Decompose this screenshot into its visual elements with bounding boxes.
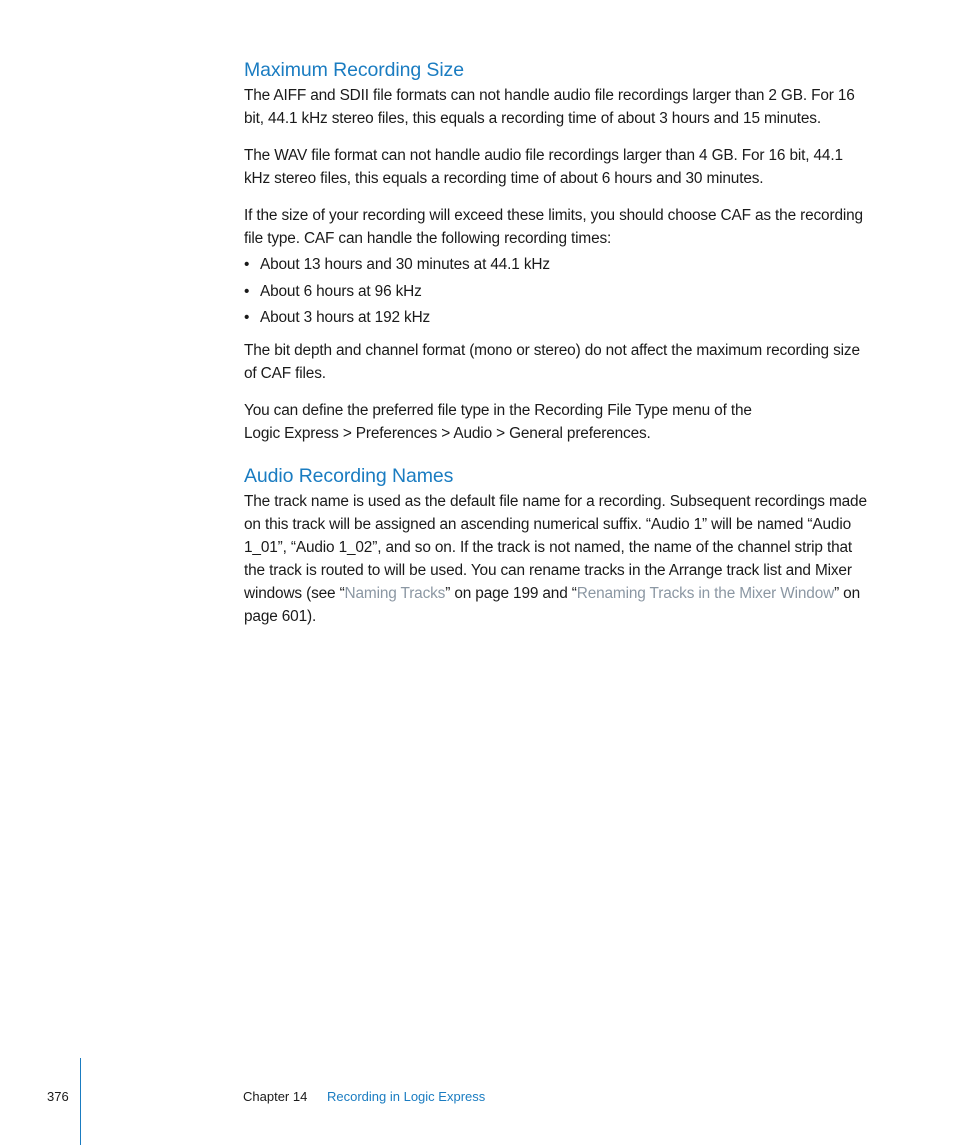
paragraph-wav-limit: The WAV file format can not handle audio file recordings larger than 4 GB. For 16 bit, 44.1 kHz stereo files, this equals a recording time of about 6 hours and 30 minutes. bbox=[244, 147, 843, 187]
paragraph-text: ” on page 601). bbox=[244, 585, 860, 625]
chapter-label: Chapter 14 bbox=[243, 1089, 308, 1104]
list-item-text: About 13 hours and 30 minutes at 44.1 kHz bbox=[260, 256, 550, 273]
paragraph-preferences bbox=[244, 399, 872, 445]
list-item-text: About 3 hours at 192 kHz bbox=[260, 309, 431, 326]
list-item-text: About 6 hours at 96 kHz bbox=[260, 282, 422, 300]
list-item bbox=[244, 280, 872, 303]
paragraph-bit-depth: The bit depth and channel format (mono or stereo) do not affect the maximum recording size of CAF files. bbox=[244, 342, 860, 382]
chapter-title-link[interactable]: Recording in Logic Express bbox=[327, 1089, 486, 1104]
paragraph-text: ” on page 199 and “ bbox=[445, 585, 577, 602]
list-item bbox=[244, 306, 872, 329]
paragraph-caf-recommendation: If the size of your recording will exceed these limits, you should choose CAF as the recording file type. CAF can handle the following recording times: bbox=[244, 207, 863, 247]
caf-recording-times-list bbox=[244, 253, 872, 329]
bullet-icon: • bbox=[244, 309, 250, 326]
paragraph-aiff-sdii-limit: The AIFF and SDII file formats can not handle audio file recordings larger than 2 GB. For 16 bit, 44.1 kHz stereo files, this equals a recording time of about 3 hours and 15 minutes. bbox=[244, 87, 855, 127]
link-renaming-tracks-mixer[interactable]: Renaming Tracks in the Mixer Window bbox=[576, 585, 835, 602]
list-item bbox=[244, 253, 872, 276]
bullet-icon: • bbox=[244, 256, 250, 273]
page-content bbox=[244, 56, 872, 628]
paragraph-preferences-line2: Logic Express > Preferences > Audio > General preferences. bbox=[244, 425, 651, 442]
section-heading-maximum-recording-size: Maximum Recording Size bbox=[244, 59, 464, 81]
paragraph-text: The track name is used as the default file name for a recording. Subsequent recordings made on this track will be assigned an ascending numerical suffix. “Audio 1” will be named “Audio 1_01”, “Audio 1_02”, and so on. If the track is not named, the name of the channel strip that the track is routed to will be used. You can rename tracks in the Arrange track list and Mixer windows (see “ bbox=[244, 493, 867, 602]
link-naming-tracks[interactable]: Naming Tracks bbox=[344, 585, 446, 602]
section-heading-audio-recording-names: Audio Recording Names bbox=[244, 465, 454, 487]
footer-divider bbox=[80, 1058, 81, 1145]
bullet-icon: • bbox=[244, 282, 250, 300]
paragraph-track-naming bbox=[244, 490, 872, 628]
page-number: 376 bbox=[47, 1089, 69, 1104]
paragraph-preferences-line1: You can define the preferred file type in the Recording File Type menu of the bbox=[244, 402, 752, 419]
